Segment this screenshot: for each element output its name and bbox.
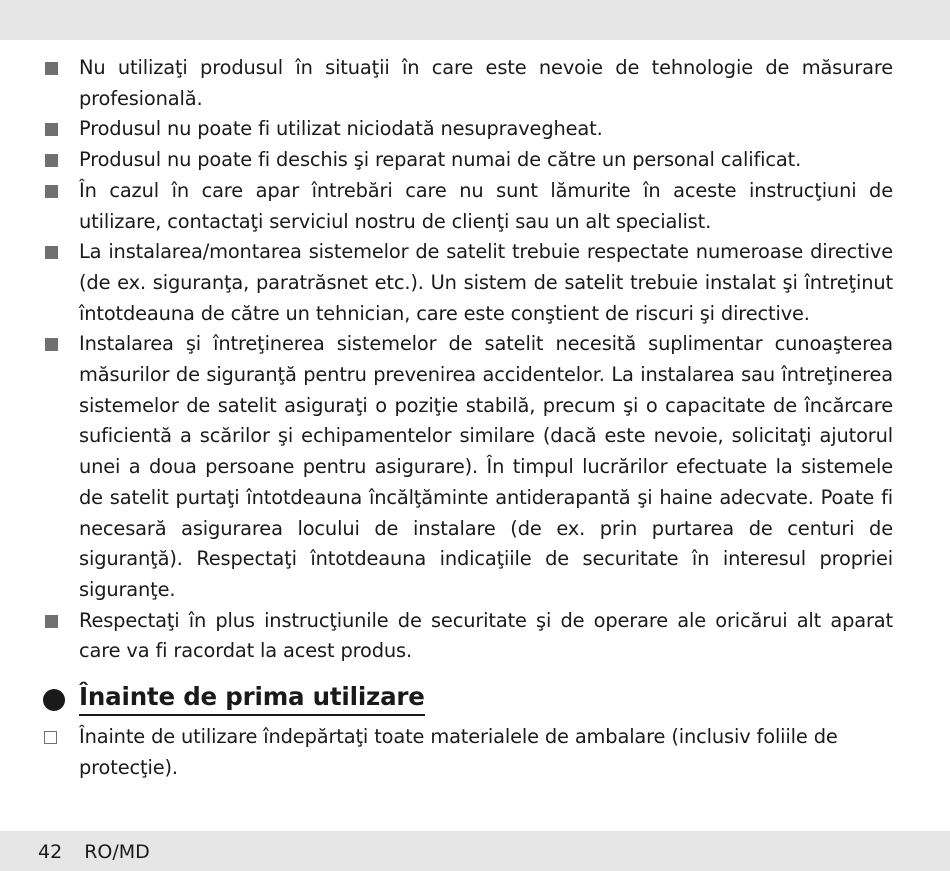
safety-bullet-list xyxy=(43,53,893,667)
section-heading xyxy=(43,680,893,716)
list-item-text: În cazul în care apar întrebări care nu sunt lămurite în aceste instrucţiuni de utilizare, contactaţi serviciul nostru de clienţi sau un alt specialist. xyxy=(79,178,893,233)
list-item xyxy=(43,176,893,237)
list-item xyxy=(43,237,893,329)
filled-square-icon xyxy=(45,123,58,136)
page-footer xyxy=(38,840,150,864)
empty-checkbox-icon xyxy=(44,731,57,744)
list-item-text: Produsul nu poate fi utilizat niciodată nesupravegheat. xyxy=(79,117,603,141)
page-number: 42 xyxy=(38,841,63,863)
filled-square-icon xyxy=(45,338,58,351)
page-content xyxy=(43,53,893,783)
filled-square-icon xyxy=(45,154,58,167)
locale-label: RO/MD xyxy=(84,841,150,863)
filled-square-icon xyxy=(45,185,58,198)
list-item xyxy=(43,606,893,667)
filled-square-icon xyxy=(45,615,58,628)
list-item xyxy=(43,722,893,783)
filled-square-icon xyxy=(45,246,58,259)
header-band xyxy=(0,0,950,40)
list-item-text: Instalarea şi întreţinerea sistemelor de satelit necesită suplimentar cunoaşterea măsurilor de siguranţă pentru prevenirea accidentelor. La instalarea sau întreţinerea sistemelor de satelit asiguraţi o poziţie stabilă, precum şi o capacitate de încărcare suficientă a scărilor şi echipamentelor similare (dacă este nevoie, solicitaţi ajutorul unei a doua persoane pentru asigurare). În timpul lucrărilor efectuate la sistemele de satelit purtaţi întotdeauna încălţăminte antiderapantă şi haine adecvate. Poate fi necesară asigurarea locului de instalare (de ex. prin purtarea de centuri de siguranţă). Respectaţi întotdeauna indicaţiile de securitate în interesul propriei siguranţe. xyxy=(79,332,893,601)
section-title: Înainte de prima utilizare xyxy=(79,680,425,716)
filled-square-icon xyxy=(45,62,58,75)
list-item xyxy=(43,329,893,605)
list-item xyxy=(43,114,893,145)
filled-circle-icon xyxy=(43,689,65,711)
list-item-text: Produsul nu poate fi deschis şi reparat numai de către un personal calificat. xyxy=(79,148,802,172)
list-item xyxy=(43,53,893,114)
checkbox-list xyxy=(43,722,893,783)
list-item-text: Nu utilizaţi produsul în situaţii în care este nevoie de tehnologie de măsurare profesională. xyxy=(79,56,893,110)
list-item-text: La instalarea/montarea sistemelor de satelit trebuie respectate numeroase directive (de ex. siguranţa, paratrăsnet etc.). Un sistem de satelit trebuie instalat şi întreţinut întotdeauna de către un tehnician, care este conştient de riscuri şi directive. xyxy=(79,240,893,325)
list-item-text: Respectaţi în plus instrucţiunile de securitate şi de operare ale oricărui alt aparat care va fi racordat la acest produs. xyxy=(79,608,893,663)
list-item-text: Înainte de utilizare îndepărtaţi toate materialele de ambalare (inclusiv foliile de protecţie). xyxy=(79,725,838,779)
list-item xyxy=(43,145,893,176)
